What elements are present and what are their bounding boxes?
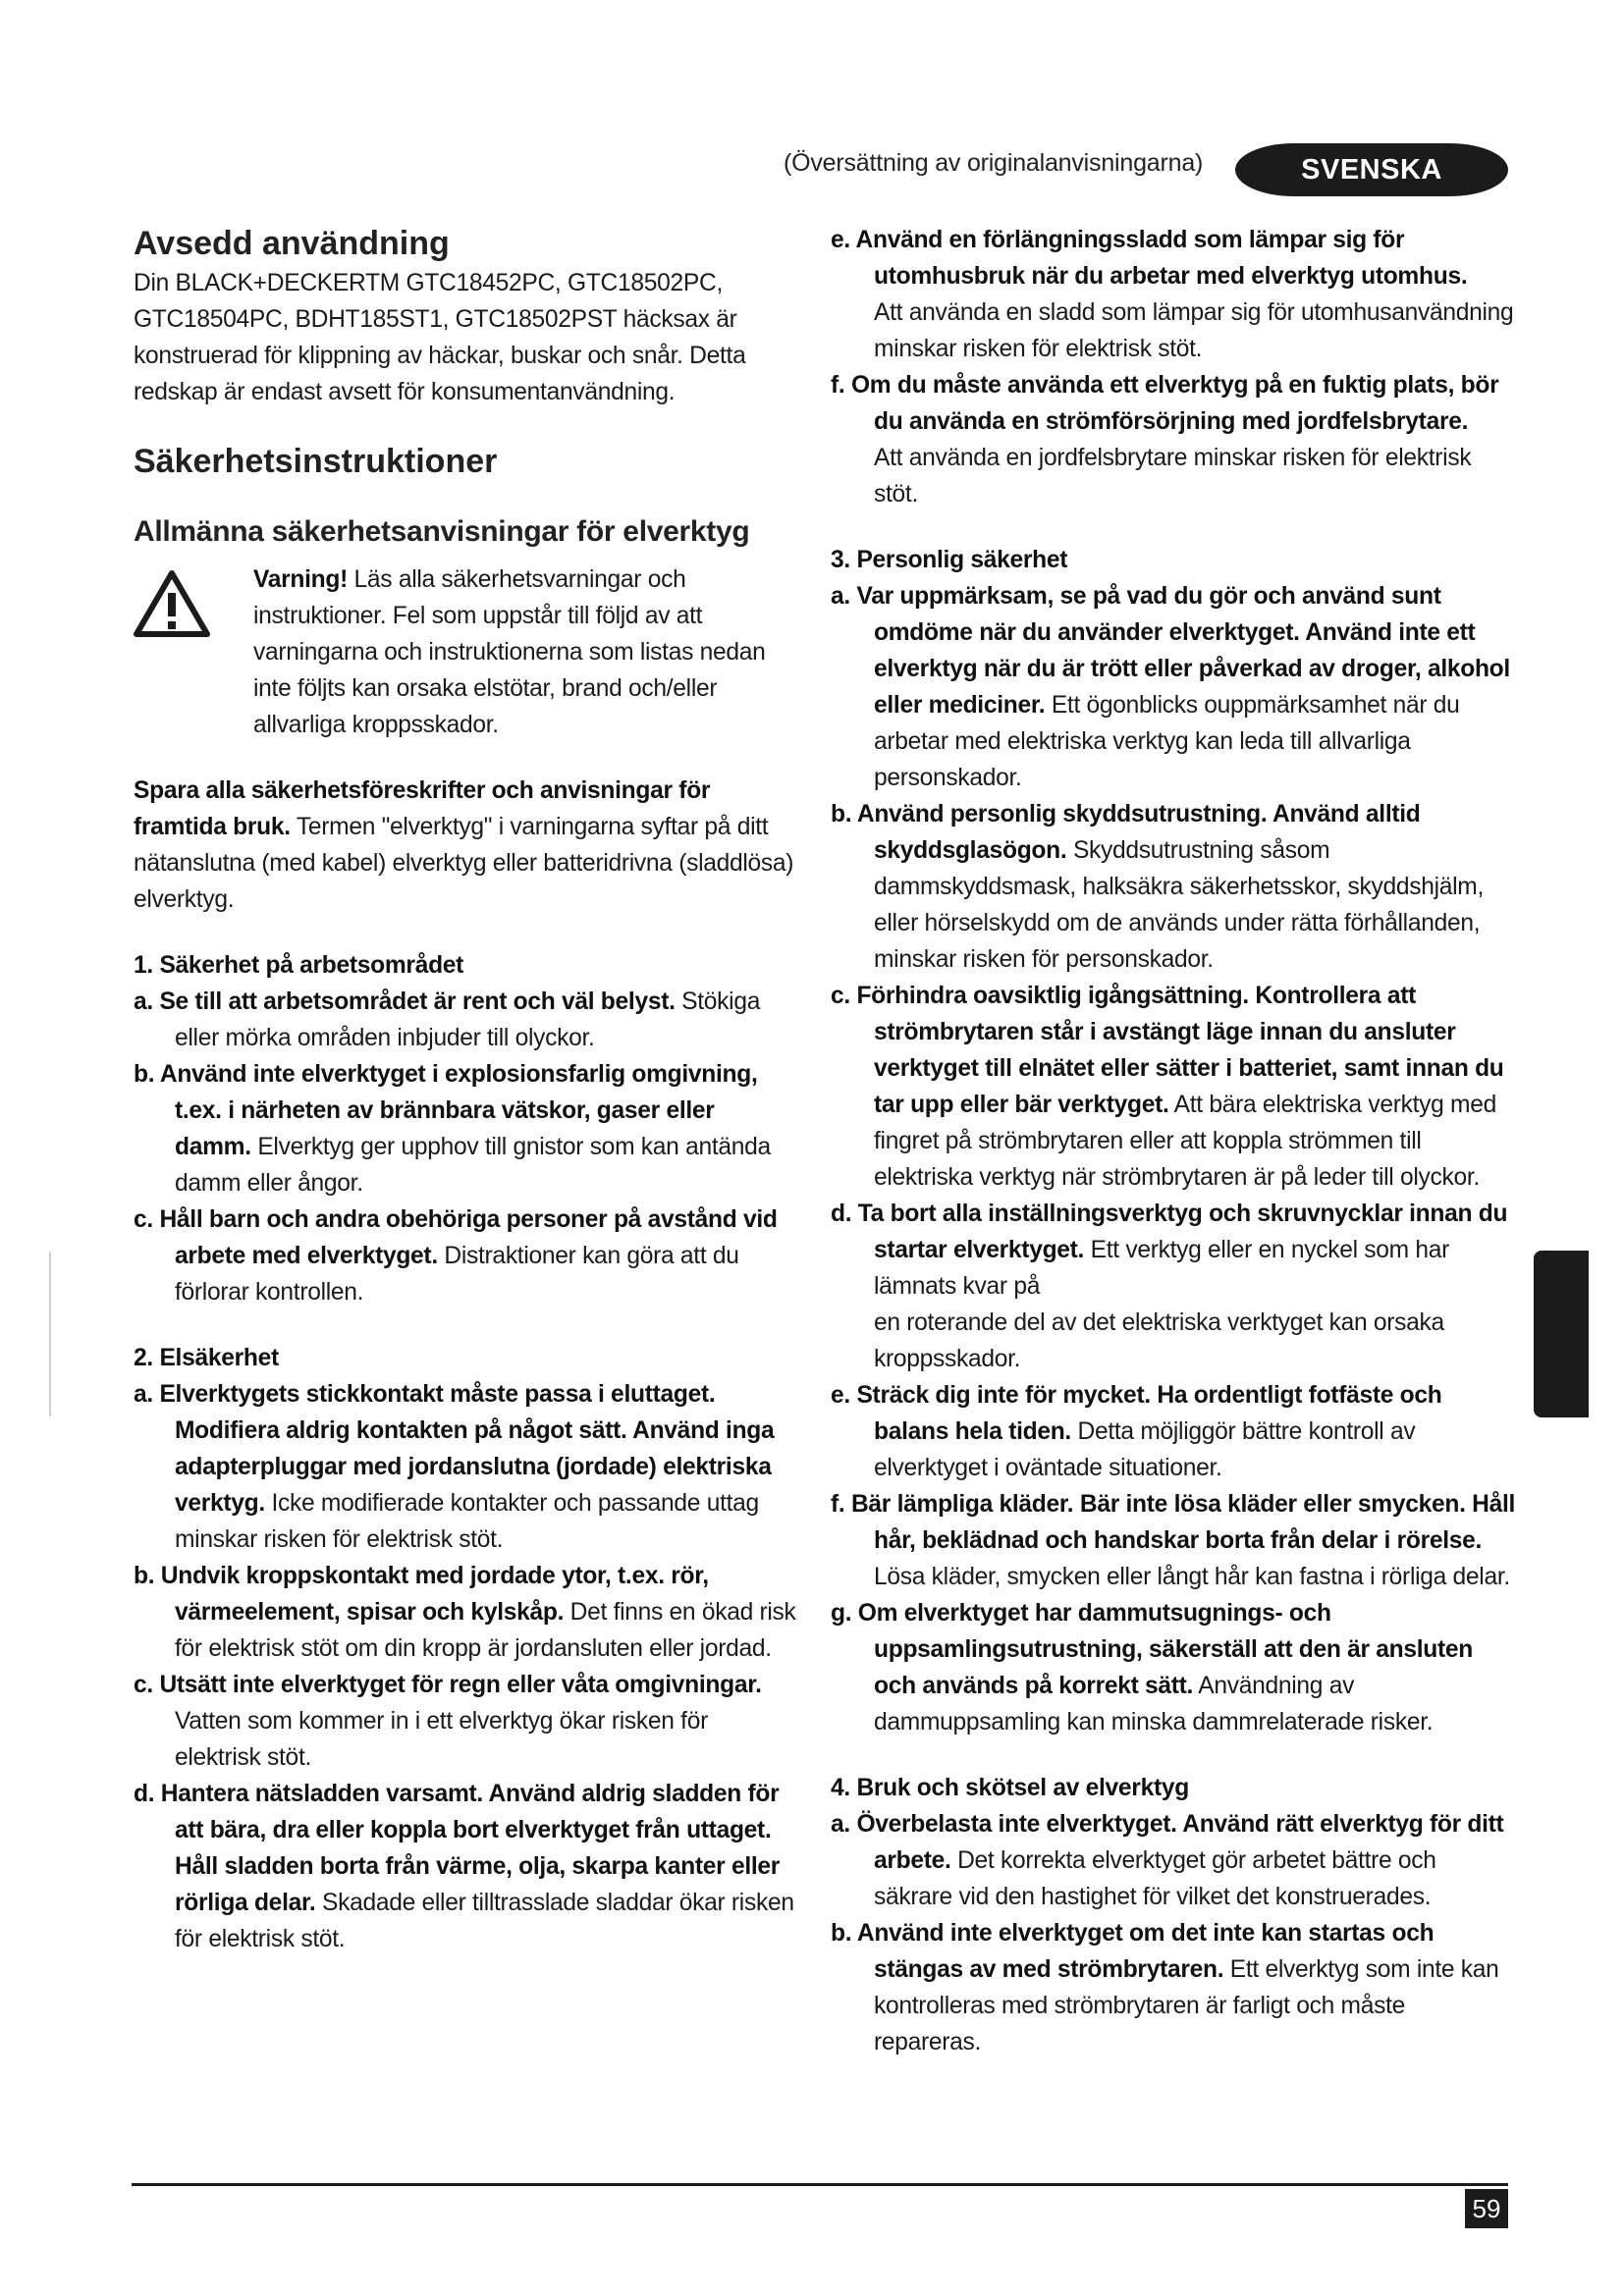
- s2-e-bold: e. Använd en förlängningssladd som lämpar sig för utomhusbruk när du arbetar med elverktyg utomhus.: [831, 227, 1468, 290]
- s3-c-bold: c. Förhindra oavsiktlig igångsättning. Kontrollera att strömbrytaren står i avstängt läge innan du ansluter verktyget till elnätet eller sätter i batteriet, samt innan du tar upp eller bär verktyget.: [831, 983, 1504, 1118]
- s3-item-d: [831, 1196, 1518, 1305]
- s2-a-bold: a. Elverktygets stickkontakt måste passa i eluttaget. Modifiera aldrig kontakten på något sätt. Använd inga adapterpluggar med jordanslutna (jordade) elektriska verktyg.: [134, 1381, 775, 1517]
- s3-e-bold: e. Sträck dig inte för mycket. Ha ordentligt fotfäste och balans hela tiden.: [831, 1382, 1442, 1445]
- s2-f-text: Att använda en jordfelsbrytare minskar risken för elektrisk stöt.: [874, 445, 1472, 507]
- s3-d-text: Ett verktyg eller en nyckel som har lämnats kvar på: [874, 1237, 1450, 1300]
- s3-item-f: [831, 1486, 1518, 1595]
- s3-item-g: [831, 1595, 1518, 1740]
- language-badge: SVENSKA: [1235, 143, 1508, 196]
- section-thumb-tab: [1534, 1251, 1589, 1417]
- warning-block: [134, 561, 796, 743]
- section-4-title: [831, 1770, 1518, 1806]
- s3-d-text2: en roterande del av det elektriska verktyget kan orsaka kroppsskador.: [874, 1309, 1444, 1372]
- s1-item-c: [134, 1201, 796, 1310]
- s2-e-text: Att använda en sladd som lämpar sig för utomhusanvändning minskar risken för elektrisk stöt.: [874, 299, 1514, 362]
- s2-f-bold: f. Om du måste använda ett elverktyg på en fuktig plats, bör du använda en strömförsörjning med jordfelsbrytare.: [831, 372, 1499, 435]
- s1-b-text: Elverktyg ger upphov till gnistor som kan antända damm eller ångor.: [175, 1134, 771, 1197]
- s2-c-text: Vatten som kommer in i ett elverktyg ökar risken för elektrisk stöt.: [175, 1708, 708, 1771]
- s4-item-b: [831, 1915, 1518, 2060]
- s3-item-c: [831, 978, 1518, 1196]
- page-number: 59: [1465, 2189, 1508, 2228]
- s1-item-a: [134, 984, 796, 1056]
- s3-b-bold: b. Använd personlig skyddsutrustning. Använd alltid skyddsglasögon.: [831, 801, 1421, 864]
- s3-item-e: [831, 1377, 1518, 1486]
- s2-item-a: [134, 1376, 796, 1558]
- s2-item-d: [134, 1776, 796, 1957]
- general-safety-heading: Allmänna säkerhetsanvisningar för elverktyg: [134, 515, 750, 548]
- s2-item-b: [134, 1558, 796, 1667]
- left-column: [134, 222, 796, 1957]
- save-instructions-bold: Spara alla säkerhetsföreskrifter och anvisningar för framtida bruk.: [134, 777, 711, 840]
- s4-b-text: Ett elverktyg som inte kan kontrolleras med strömbrytaren är farligt och måste repareras.: [874, 1956, 1499, 2056]
- s1-c-bold: c. Håll barn och andra obehöriga personer på avstånd vid arbete med elverktyget.: [134, 1206, 778, 1269]
- safety-heading: Säkerhetsinstruktioner: [134, 443, 498, 480]
- s2-c-bold: c. Utsätt inte elverktyget för regn eller våta omgivningar.: [134, 1672, 762, 1698]
- s3-f-text: Lösa kläder, smycken eller långt hår kan fastna i rörliga delar.: [874, 1564, 1510, 1590]
- s1-a-bold: a. Se till att arbetsområdet är rent och väl belyst.: [134, 988, 676, 1015]
- s4-b-bold: b. Använd inte elverktyget om det inte kan startas och stängas av med strömbrytaren.: [831, 1920, 1435, 1983]
- save-instructions: [134, 773, 796, 918]
- warning-label: Varning!: [253, 566, 348, 593]
- s2-d-text: Skadade eller tilltrasslade sladdar ökar risken för elektrisk stöt.: [175, 1890, 794, 1952]
- save-instructions-text: Termen "elverktyg" i varningarna syftar på ditt nätanslutna (med kabel) elverktyg eller batteridrivna (sladdlösa) elverktyg.: [134, 814, 794, 913]
- s2-item-c: [134, 1667, 796, 1776]
- section-3-title: [831, 542, 1518, 578]
- warning-triangle-icon: [134, 561, 253, 743]
- right-column: [831, 222, 1518, 2060]
- section-2-title-text: 2. Elsäkerhet: [134, 1345, 279, 1371]
- s2-a-text: Icke modifierade kontakter och passande uttag minskar risken för elektrisk stöt.: [175, 1490, 759, 1553]
- s3-f-bold: f. Bär lämpliga kläder. Bär inte lösa kläder eller smycken. Håll hår, beklädnad och handskar borta från delar i rörelse.: [831, 1491, 1516, 1554]
- s3-g-bold: g. Om elverktyget har dammutsugnings- och uppsamlingsutrustning, säkerställ att den är ansluten och används på korrekt sätt.: [831, 1600, 1474, 1699]
- s1-b-bold: b. Använd inte elverktyget i explosionsfarlig omgivning, t.ex. i närheten av brännbara vätskor, gaser eller damm.: [134, 1061, 758, 1160]
- s1-a-text: Stökiga eller mörka områden inbjuder till olyckor.: [175, 988, 761, 1051]
- s4-a-bold: a. Överbelasta inte elverktyget. Använd rätt elverktyg för ditt arbete.: [831, 1811, 1504, 1874]
- s3-item-b: [831, 796, 1518, 978]
- s2-b-bold: b. Undvik kroppskontakt med jordade ytor, t.ex. rör, värmeelement, spisar och kylskåp.: [134, 1563, 709, 1626]
- s2-item-f: [831, 367, 1518, 440]
- s2-d-bold: d. Hantera nätsladden varsamt. Använd aldrig sladden för att bära, dra eller koppla bort elverktyget från uttaget. Håll sladden borta från värme, olja, skarpa kanter eller rörliga delar.: [134, 1781, 781, 1916]
- s2-b-text: Det finns en ökad risk för elektrisk stöt om din kropp är jordansluten eller jordad.: [175, 1599, 796, 1662]
- section-4-title-text: 4. Bruk och skötsel av elverktyg: [831, 1775, 1189, 1801]
- section-2-title: [134, 1340, 796, 1376]
- warning-body: Läs alla säkerhetsvarningar och instruktioner. Fel som uppstår till följd av att varningarna och instruktionerna som listas nedan inte följts kan orsaka elstötar, brand och/eller allvarliga kroppsskador.: [253, 566, 766, 738]
- s3-a-text: Ett ögonblicks ouppmärksamhet när du arbetar med elektriska verktyg kan leda till allvarliga personskador.: [874, 692, 1460, 791]
- s3-c-text: Att bära elektriska verktyg med fingret på strömbrytaren eller att koppla strömmen till elektriska verktyg när strömbrytaren är på leder till olyckor.: [874, 1092, 1496, 1191]
- s1-item-b: [134, 1056, 796, 1201]
- intended-use-text: Din BLACK+DECKERTM GTC18452PC, GTC18502PC, GTC18504PC, BDHT185ST1, GTC18502PST häcksax är konstruerad för klippning av häckar, buskar och snår. Detta redskap är endast avsett för konsumentanvändning.: [134, 270, 746, 405]
- section-1-title-text: 1. Säkerhet på arbetsområdet: [134, 952, 464, 979]
- s2-item-e: [831, 222, 1518, 294]
- s3-b-text: Skyddsutrustning såsom dammskyddsmask, halksäkra säkerhetsskor, skyddshjälm, eller hörselskydd om de används under rätta förhållanden, minskar risken för personskador.: [874, 837, 1485, 973]
- section-3-title-text: 3. Personlig säkerhet: [831, 547, 1068, 573]
- margin-line: [49, 1252, 51, 1416]
- s1-c-text: Distraktioner kan göra att du förlorar kontrollen.: [175, 1243, 739, 1306]
- warning-text: [253, 561, 796, 743]
- s4-a-text: Det korrekta elverktyget gör arbetet bättre och säkrare vid den hastighet för vilket det konstruerades.: [874, 1847, 1436, 1910]
- s3-d-bold: d. Ta bort alla inställningsverktyg och skruvnycklar innan du startar elverktyget.: [831, 1201, 1508, 1263]
- s3-e-text: Detta möjliggör bättre kontroll av elverktyget i oväntade situationer.: [874, 1418, 1416, 1481]
- s3-g-text: Användning av dammuppsamling kan minska dammrelaterade risker.: [874, 1673, 1434, 1735]
- intended-use-heading: Avsedd användning: [134, 225, 450, 262]
- s3-a-bold: a. Var uppmärksam, se på vad du gör och använd sunt omdöme när du använder elverktyget. Använd inte ett elverktyg när du är trött eller påverkad av droger, alkohol eller mediciner.: [831, 583, 1510, 719]
- header-subtitle: (Översättning av originalanvisningarna): [784, 149, 1204, 177]
- s3-item-a: [831, 578, 1518, 796]
- footer-rule: [132, 2183, 1508, 2186]
- section-1-title: [134, 947, 796, 984]
- s4-item-a: [831, 1806, 1518, 1915]
